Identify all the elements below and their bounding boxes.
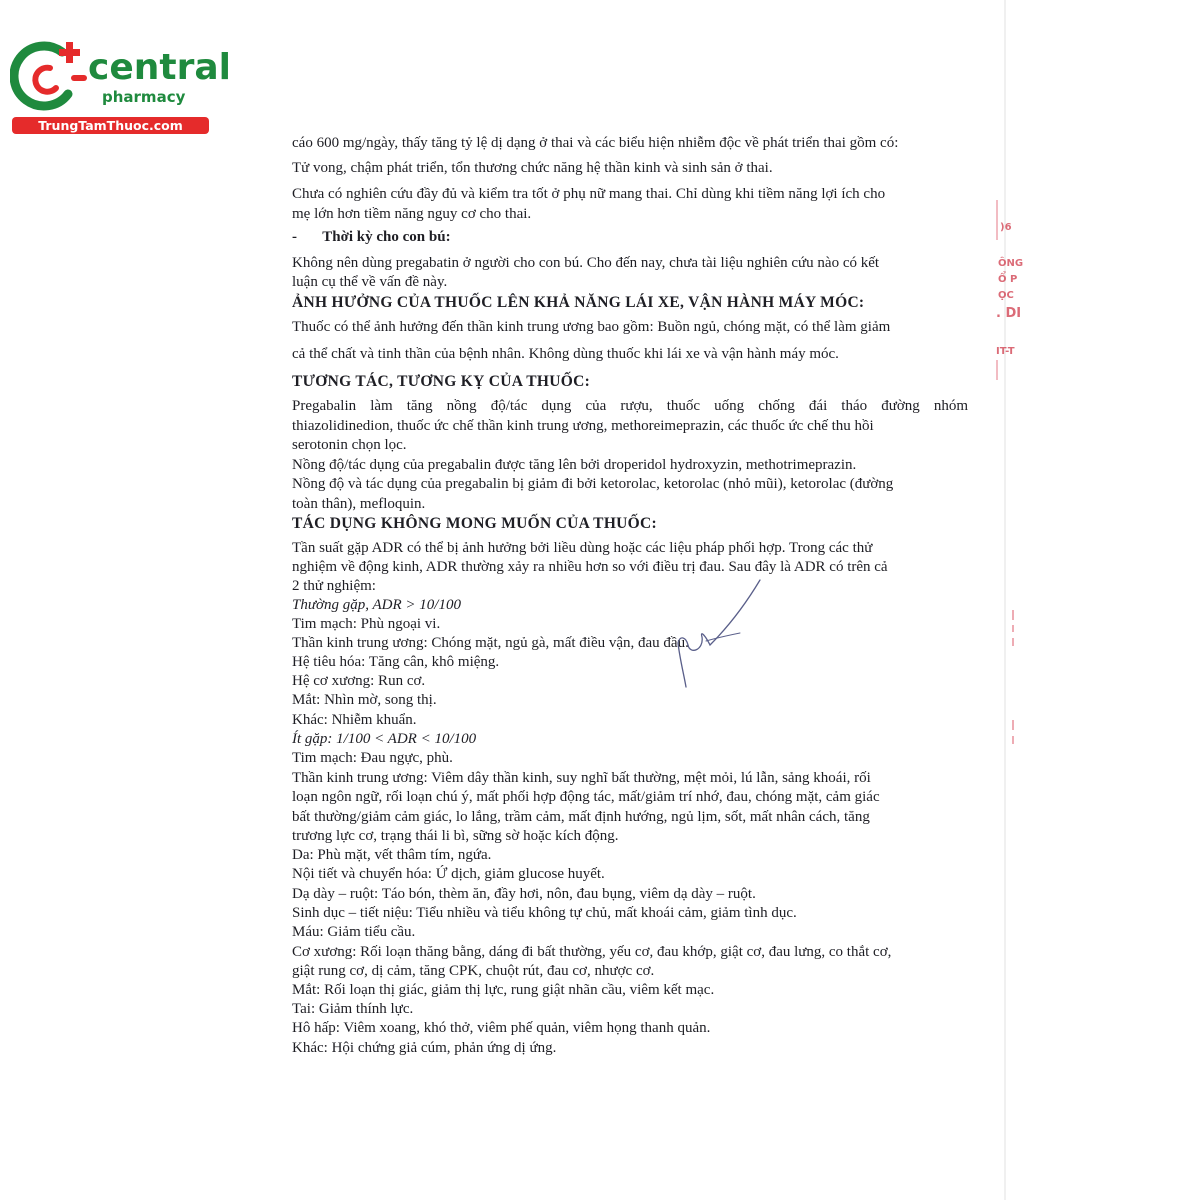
text-line: cả thể chất và tinh thần của bệnh nhân. Không dùng thuốc khi lái xe và vận hành máy móc. bbox=[292, 346, 839, 362]
frequency-heading: Ít gặp: 1/100 < ADR < 10/100 bbox=[292, 731, 477, 747]
text-line: Chưa có nghiên cứu đầy đủ và kiểm tra tốt ở phụ nữ mang thai. Chỉ dùng khi tiềm năng lợi ích cho bbox=[292, 186, 886, 202]
stamp-fragment: ÔNG bbox=[998, 258, 1024, 269]
frequency-heading: Thường gặp, ADR > 10/100 bbox=[292, 597, 461, 613]
text-line: Hô hấp: Viêm xoang, khó thở, viêm phế quản, viêm họng thanh quản. bbox=[292, 1020, 711, 1036]
section-heading: ẢNH HƯỞNG CỦA THUỐC LÊN KHẢ NĂNG LÁI XE, VẬN HÀNH MÁY MÓC: bbox=[292, 294, 865, 311]
text-line: Nồng độ và tác dụng của pregabalin bị giảm đi bởi ketorolac, ketorolac (nhỏ mũi), ketorolac (đường bbox=[292, 476, 894, 492]
text-line: nghiệm về động kinh, ADR thường xảy ra nhiều hơn so với điều trị đau. Sau đây là ADR có trên cả bbox=[292, 559, 888, 575]
pharmacy-cross-logo-icon bbox=[10, 38, 90, 116]
bullet-title: Thời kỳ cho con bú: bbox=[322, 229, 451, 245]
text-line: Khác: Hội chứng giả cúm, phản ứng dị ứng. bbox=[292, 1040, 557, 1056]
text-line: Pregabalin làm tăng nồng độ/tác dụng của rượu, thuốc uống chống đái tháo đường nhóm bbox=[292, 398, 968, 414]
text-line: luận cụ thể về vấn đề này. bbox=[292, 274, 448, 290]
text-line: serotonin chọn lọc. bbox=[292, 437, 407, 453]
stamp-fragment: ỌC bbox=[998, 290, 1014, 301]
text-line: Nội tiết và chuyển hóa: Ứ dịch, giảm glucose huyết. bbox=[292, 866, 605, 882]
text-line: Mắt: Nhìn mờ, song thị. bbox=[292, 692, 437, 708]
text-line: Tần suất gặp ADR có thể bị ảnh hưởng bởi liều dùng hoặc các liệu pháp phối hợp. Trong các thử bbox=[292, 540, 873, 556]
brand-name: central bbox=[88, 47, 231, 88]
text-line: Máu: Giảm tiểu cầu. bbox=[292, 924, 416, 940]
text-line: Thuốc có thể ảnh hưởng đến thần kinh trung ương bao gồm: Buồn ngủ, chóng mặt, có thể làm giảm bbox=[292, 319, 891, 335]
signature-mark bbox=[660, 575, 770, 695]
text-line: 2 thử nghiệm: bbox=[292, 578, 376, 594]
central-pharmacy-logo bbox=[10, 38, 231, 138]
section-heading: TÁC DỤNG KHÔNG MONG MUỐN CỦA THUỐC: bbox=[292, 515, 657, 532]
text-line: trương lực cơ, trạng thái li bì, sững sờ hoặc kích động. bbox=[292, 828, 619, 844]
text-line: Sinh dục – tiết niệu: Tiểu nhiều và tiểu không tự chủ, mất khoái cảm, giảm tình dục. bbox=[292, 905, 797, 921]
text-line: Khác: Nhiễm khuẩn. bbox=[292, 712, 417, 728]
stamp-fragment: . DI bbox=[996, 306, 1022, 321]
stamp-fragment: )6 bbox=[1000, 222, 1012, 233]
text-line: cáo 600 mg/ngày, thấy tăng tỷ lệ dị dạng ở thai và các biểu hiện nhiễm độc về phát triển thai gồm có: bbox=[292, 135, 899, 151]
text-line: Tử vong, chậm phát triển, tổn thương chức năng hệ thần kinh và sinh sản ở thai. bbox=[292, 160, 773, 176]
text-line: Thần kinh trung ương: Viêm dây thần kinh, suy nghĩ bất thường, mệt mỏi, lú lẫn, sảng khoái, rối bbox=[292, 770, 871, 786]
text-line: Cơ xương: Rối loạn thăng bằng, dáng đi bất thường, yếu cơ, đau khớp, giật cơ, đau lưng, co thắt cơ, bbox=[292, 944, 892, 960]
text-line: Hệ tiêu hóa: Tăng cân, khô miệng. bbox=[292, 654, 500, 670]
stamp-border-marks bbox=[985, 200, 1018, 760]
bullet-heading bbox=[292, 228, 451, 246]
bullet-dash: - bbox=[292, 229, 297, 245]
text-line: thiazolidinedion, thuốc ức chế thần kinh trung ương, methoreimeprazin, các thuốc ức chế thu hồi bbox=[292, 418, 874, 434]
text-line: loạn ngôn ngữ, rối loạn chú ý, mất phối hợp động tác, mất/giảm trí nhớ, đau, chóng mặt, cảm giác bbox=[292, 789, 880, 805]
text-line: Tim mạch: Phù ngoại vi. bbox=[292, 616, 441, 632]
text-line: Tai: Giảm thính lực. bbox=[292, 1001, 414, 1017]
brand-subtitle: pharmacy bbox=[102, 88, 186, 106]
text-line: Không nên dùng pregabatin ở người cho con bú. Cho đến nay, chưa tài liệu nghiên cứu nào có kết bbox=[292, 255, 880, 271]
stamp-fragment: IT-T bbox=[996, 346, 1015, 357]
text-line: bất thường/giảm cảm giác, lo lắng, trầm cảm, mất định hướng, ngủ lịm, sốt, mất nhân cách, tăng bbox=[292, 809, 870, 825]
text-line: Dạ dày – ruột: Táo bón, thèm ăn, đầy hơi, nôn, đau bụng, viêm dạ dày – ruột. bbox=[292, 886, 756, 902]
text-line: Tim mạch: Đau ngực, phù. bbox=[292, 750, 453, 766]
text-line: Nồng độ/tác dụng của pregabalin được tăng lên bởi droperidol hydroxyzin, methotrimeprazin. bbox=[292, 457, 857, 473]
text-line: Thần kinh trung ương: Chóng mặt, ngủ gà, mất điều vận, đau đầu. bbox=[292, 635, 689, 651]
text-line: giật rung cơ, dị cảm, tăng CPK, chuột rút, đau cơ, nhược cơ. bbox=[292, 963, 655, 979]
text-line: Hệ cơ xương: Run cơ. bbox=[292, 673, 426, 689]
text-line: mẹ lớn hơn tiềm năng nguy cơ cho thai. bbox=[292, 206, 532, 222]
text-line: Da: Phù mặt, vết thâm tím, ngứa. bbox=[292, 847, 492, 863]
text-line: Mắt: Rối loạn thị giác, giảm thị lực, rung giật nhãn cầu, viêm kết mạc. bbox=[292, 982, 715, 998]
section-heading: TƯƠNG TÁC, TƯƠNG KỴ CỦA THUỐC: bbox=[292, 373, 591, 390]
site-banner: TrungTamThuoc.com bbox=[12, 117, 209, 134]
text-line: toàn thân), mefloquin. bbox=[292, 496, 426, 512]
stamp-fragment: Ổ P bbox=[998, 274, 1018, 285]
